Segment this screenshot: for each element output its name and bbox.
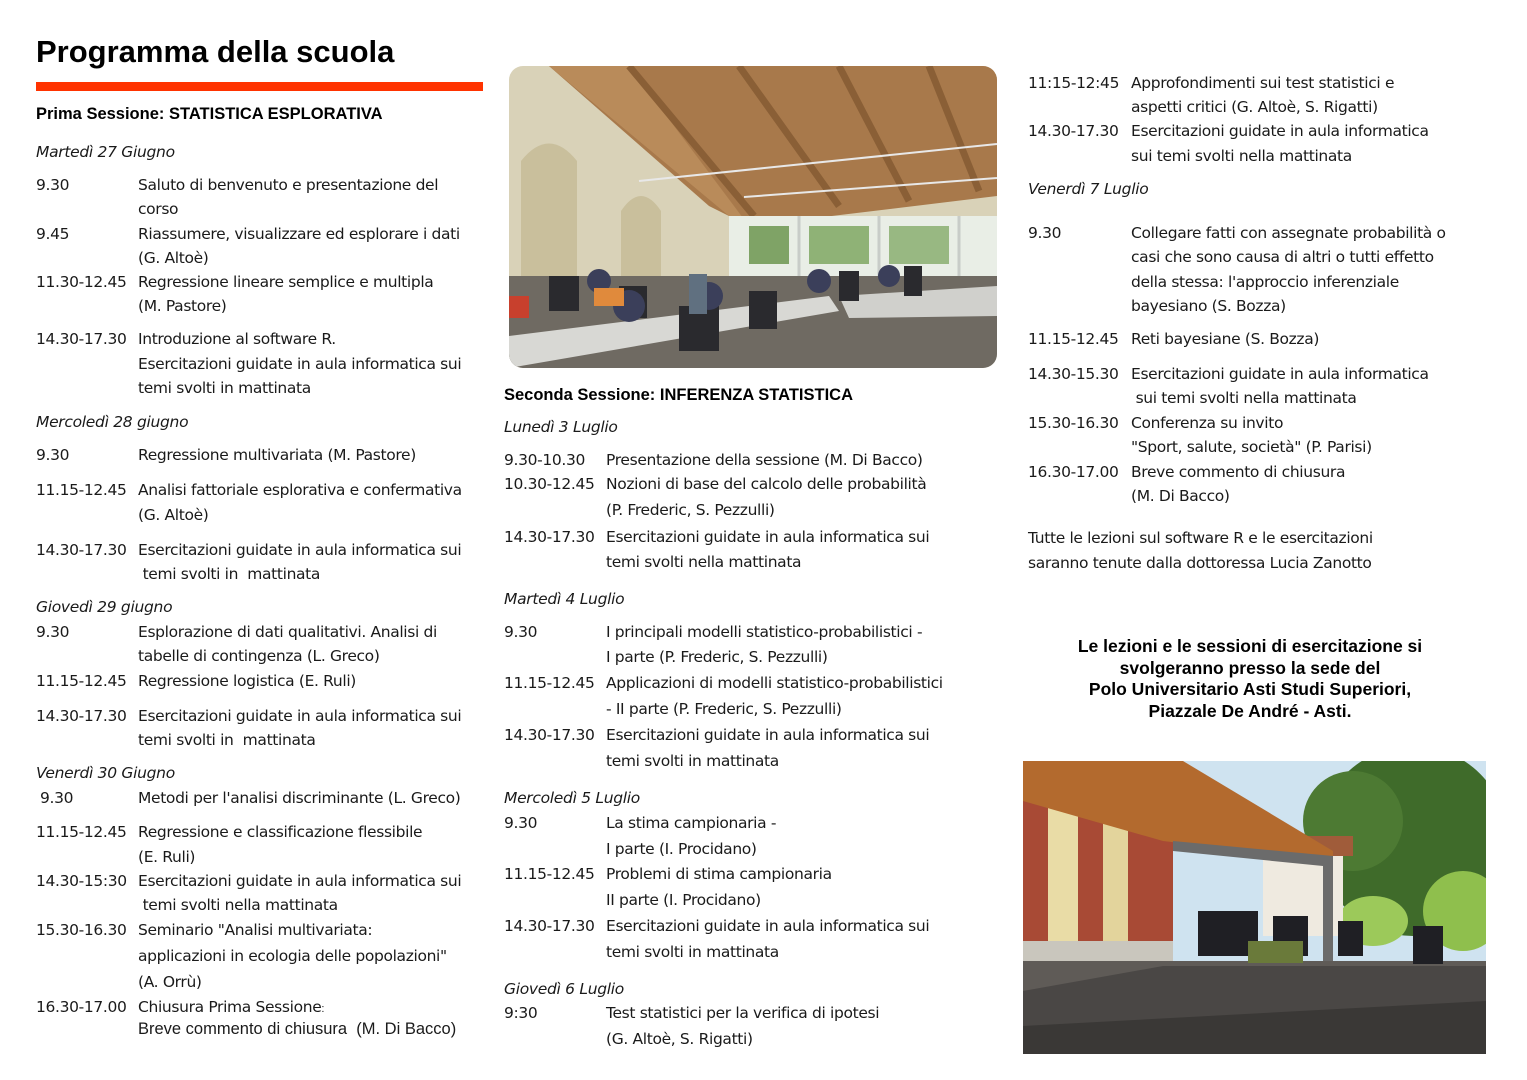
event-time: 11:15-12:45	[1028, 74, 1120, 92]
event-time: 9:30	[504, 1004, 538, 1022]
event-time: 11.15-12.45	[36, 481, 127, 499]
event-text: (M. Pastore)	[138, 297, 227, 315]
day-heading: Mercoledì 5 Luglio	[504, 789, 640, 807]
event-time: 9.30	[504, 814, 538, 832]
day-heading: Giovedì 6 Luglio	[504, 980, 624, 998]
event-text: (G. Altoè)	[138, 249, 209, 267]
event-time: 14.30-17.30	[36, 707, 127, 725]
event-time: 11.15-12.45	[36, 823, 127, 841]
event-text: temi svolti nella mattinata	[606, 553, 802, 571]
event-text: Regressione e classificazione flessibile	[138, 823, 423, 841]
venue-note-line: Le lezioni e le sessioni di esercitazione si	[1077, 636, 1423, 656]
event-time: 9.30	[36, 446, 70, 464]
event-text: "Sport, salute, società" (P. Parisi)	[1131, 438, 1372, 456]
event-text: Seminario "Analisi multivariata:	[138, 921, 373, 939]
event-text: Reti bayesiane (S. Bozza)	[1131, 330, 1320, 348]
venue-note-line: svolgeranno presso la sede del	[1119, 657, 1381, 678]
event-time: 14.30-17.30	[36, 330, 127, 348]
event-text: Esercitazioni guidate in aula informatica sui	[606, 726, 930, 744]
event-text: Breve commento di chiusura (M. Di Bacco)	[138, 1020, 457, 1038]
event-text: Introduzione al software R.	[138, 330, 336, 348]
event-time: 14.30-15:30	[36, 872, 127, 890]
event-text: temi svolti in mattinata	[606, 752, 779, 770]
event-text-part: Chiusura Prima Sessione	[138, 998, 322, 1016]
session-heading: Prima Sessione: STATISTICA ESPLORATIVA	[36, 105, 383, 123]
event-time: 9.30	[40, 789, 74, 807]
event-text: Analisi fattoriale esplorativa e confermativa	[138, 481, 462, 499]
campus-building-photo-illustration	[1023, 761, 1486, 1054]
event-time: 14.30-17.30	[1028, 122, 1119, 140]
event-text: sui temi svolti nella mattinata	[1131, 389, 1357, 407]
event-time: 14.30-17.30	[504, 726, 595, 744]
title-underline-rule	[36, 82, 483, 91]
session-heading: Seconda Sessione: INFERENZA STATISTICA	[504, 386, 853, 404]
event-time: 9.30-10.30	[504, 451, 585, 469]
event-text: Esercitazioni guidate in aula informatica	[1131, 365, 1429, 383]
event-time: 14.30-17.30	[504, 528, 595, 546]
event-time: 10.30-12.45	[504, 475, 595, 493]
event-text: Nozioni di base del calcolo delle probabilità	[606, 475, 927, 493]
event-time: 16.30-17.00	[36, 998, 127, 1016]
event-text: sui temi svolti nella mattinata	[1131, 147, 1352, 165]
event-text: Esercitazioni guidate in aula informatica sui	[606, 528, 930, 546]
campus-building-photo	[1023, 761, 1486, 1054]
event-text: Esercitazioni guidate in aula informatica sui	[138, 707, 462, 725]
day-heading: Mercoledì 28 giugno	[36, 413, 189, 431]
event-time: 9.30	[36, 176, 70, 194]
event-text: (G. Altoè)	[138, 506, 209, 524]
event-text: Saluto di benvenuto e presentazione del	[138, 176, 439, 194]
event-time: 11.15-12.45	[36, 672, 127, 690]
event-text: La stima campionaria -	[606, 814, 777, 832]
event-text: Applicazioni di modelli statistico-probabilistici	[606, 674, 943, 692]
event-time: 16.30-17.00	[1028, 463, 1119, 481]
classroom-photo-illustration	[509, 66, 997, 368]
event-text: temi svolti in mattinata	[606, 943, 779, 961]
day-heading: Venerdì 30 Giugno	[36, 764, 175, 782]
day-heading: Martedì 27 Giugno	[36, 143, 175, 161]
venue-note	[1030, 636, 1470, 722]
event-text: Esercitazioni guidate in aula informatica	[1131, 122, 1429, 140]
venue-note-line: Polo Universitario Asti Studi Superiori,	[1088, 679, 1412, 699]
event-time: 15.30-16.30	[1028, 414, 1119, 432]
event-text: Regressione logistica (E. Ruli)	[138, 672, 356, 690]
event-text: Breve commento di chiusura	[1131, 463, 1346, 481]
event-time: 11.15-12.45	[504, 865, 595, 883]
event-text: Regressione lineare semplice e multipla	[138, 273, 434, 291]
event-time: 11.15-12.45	[504, 674, 595, 692]
footnote-line: Tutte le lezioni sul software R e le esercitazioni	[1028, 529, 1373, 547]
event-time: 14.30-17.30	[504, 917, 595, 935]
event-text: I parte (I. Procidano)	[606, 840, 757, 858]
event-text: bayesiano (S. Bozza)	[1131, 297, 1286, 315]
event-text: Conferenza su invito	[1131, 414, 1284, 432]
event-text: Metodi per l'analisi discriminante (L. Greco)	[138, 789, 461, 807]
event-text: casi che sono causa di altri o tutti effetto	[1131, 248, 1434, 266]
event-text: Riassumere, visualizzare ed esplorare i dati	[138, 225, 460, 243]
event-text: Problemi di stima campionaria	[606, 865, 832, 883]
event-text: temi svolti in mattinata	[138, 379, 311, 397]
event-text: Esercitazioni guidate in aula informatica sui	[138, 541, 462, 559]
event-text: Esplorazione di dati qualitativi. Analisi di	[138, 623, 437, 641]
event-time: 9.30	[1028, 224, 1062, 242]
event-text-colon: :	[321, 1003, 325, 1015]
classroom-photo	[509, 66, 997, 368]
event-text: temi svolti in mattinata	[138, 565, 321, 583]
event-text: (P. Frederic, S. Pezzulli)	[606, 501, 775, 519]
event-time: 9.30	[504, 623, 538, 641]
event-text: Test statistici per la verifica di ipotesi	[606, 1004, 880, 1022]
event-time: 14.30-15.30	[1028, 365, 1119, 383]
event-text: applicazioni in ecologia delle popolazioni"	[138, 947, 447, 965]
event-text: (G. Altoè, S. Rigatti)	[606, 1030, 753, 1048]
event-text: Esercitazioni guidate in aula informatica sui	[138, 355, 462, 373]
day-heading: Giovedì 29 giugno	[36, 598, 173, 616]
page-title: Programma della scuola	[36, 34, 395, 69]
event-text: I parte (P. Frederic, S. Pezzulli)	[606, 648, 828, 666]
event-text: (E. Ruli)	[138, 848, 196, 866]
event-text: Esercitazioni guidate in aula informatica sui	[606, 917, 930, 935]
event-time: 14.30-17.30	[36, 541, 127, 559]
event-text: II parte (I. Procidano)	[606, 891, 761, 909]
event-text: Presentazione della sessione (M. Di Bacco)	[606, 451, 923, 469]
day-heading: Venerdì 7 Luglio	[1028, 180, 1149, 198]
event-text: Collegare fatti con assegnate probabilità o	[1131, 224, 1446, 242]
event-text: tabelle di contingenza (L. Greco)	[138, 647, 380, 665]
event-text: (M. Di Bacco)	[1131, 487, 1230, 505]
event-text: Esercitazioni guidate in aula informatica sui	[138, 872, 462, 890]
day-heading: Lunedì 3 Luglio	[504, 418, 618, 436]
event-time: 9.45	[36, 225, 70, 243]
event-text: I principali modelli statistico-probabilistici -	[606, 623, 923, 641]
footnote-line: saranno tenute dalla dottoressa Lucia Zanotto	[1028, 554, 1372, 572]
venue-note-line: Piazzale De André - Asti.	[1148, 700, 1352, 721]
event-text: temi svolti in mattinata	[138, 731, 316, 749]
event-text: corso	[138, 200, 179, 218]
event-text: aspetti critici (G. Altoè, S. Rigatti)	[1131, 98, 1378, 116]
event-time: 11.30-12.45	[36, 273, 127, 291]
event-text: (A. Orrù)	[138, 973, 202, 991]
day-heading: Martedì 4 Luglio	[504, 590, 625, 608]
event-text: Regressione multivariata (M. Pastore)	[138, 446, 416, 464]
event-time: 15.30-16.30	[36, 921, 127, 939]
event-text: - II parte (P. Frederic, S. Pezzulli)	[606, 700, 842, 718]
event-time: 9.30	[36, 623, 70, 641]
event-text: della stessa: l'approccio inferenziale	[1131, 273, 1399, 291]
event-text: Approfondimenti sui test statistici e	[1131, 74, 1395, 92]
event-time: 11.15-12.45	[1028, 330, 1119, 348]
event-text	[138, 998, 324, 1016]
event-text: temi svolti nella mattinata	[138, 896, 338, 914]
